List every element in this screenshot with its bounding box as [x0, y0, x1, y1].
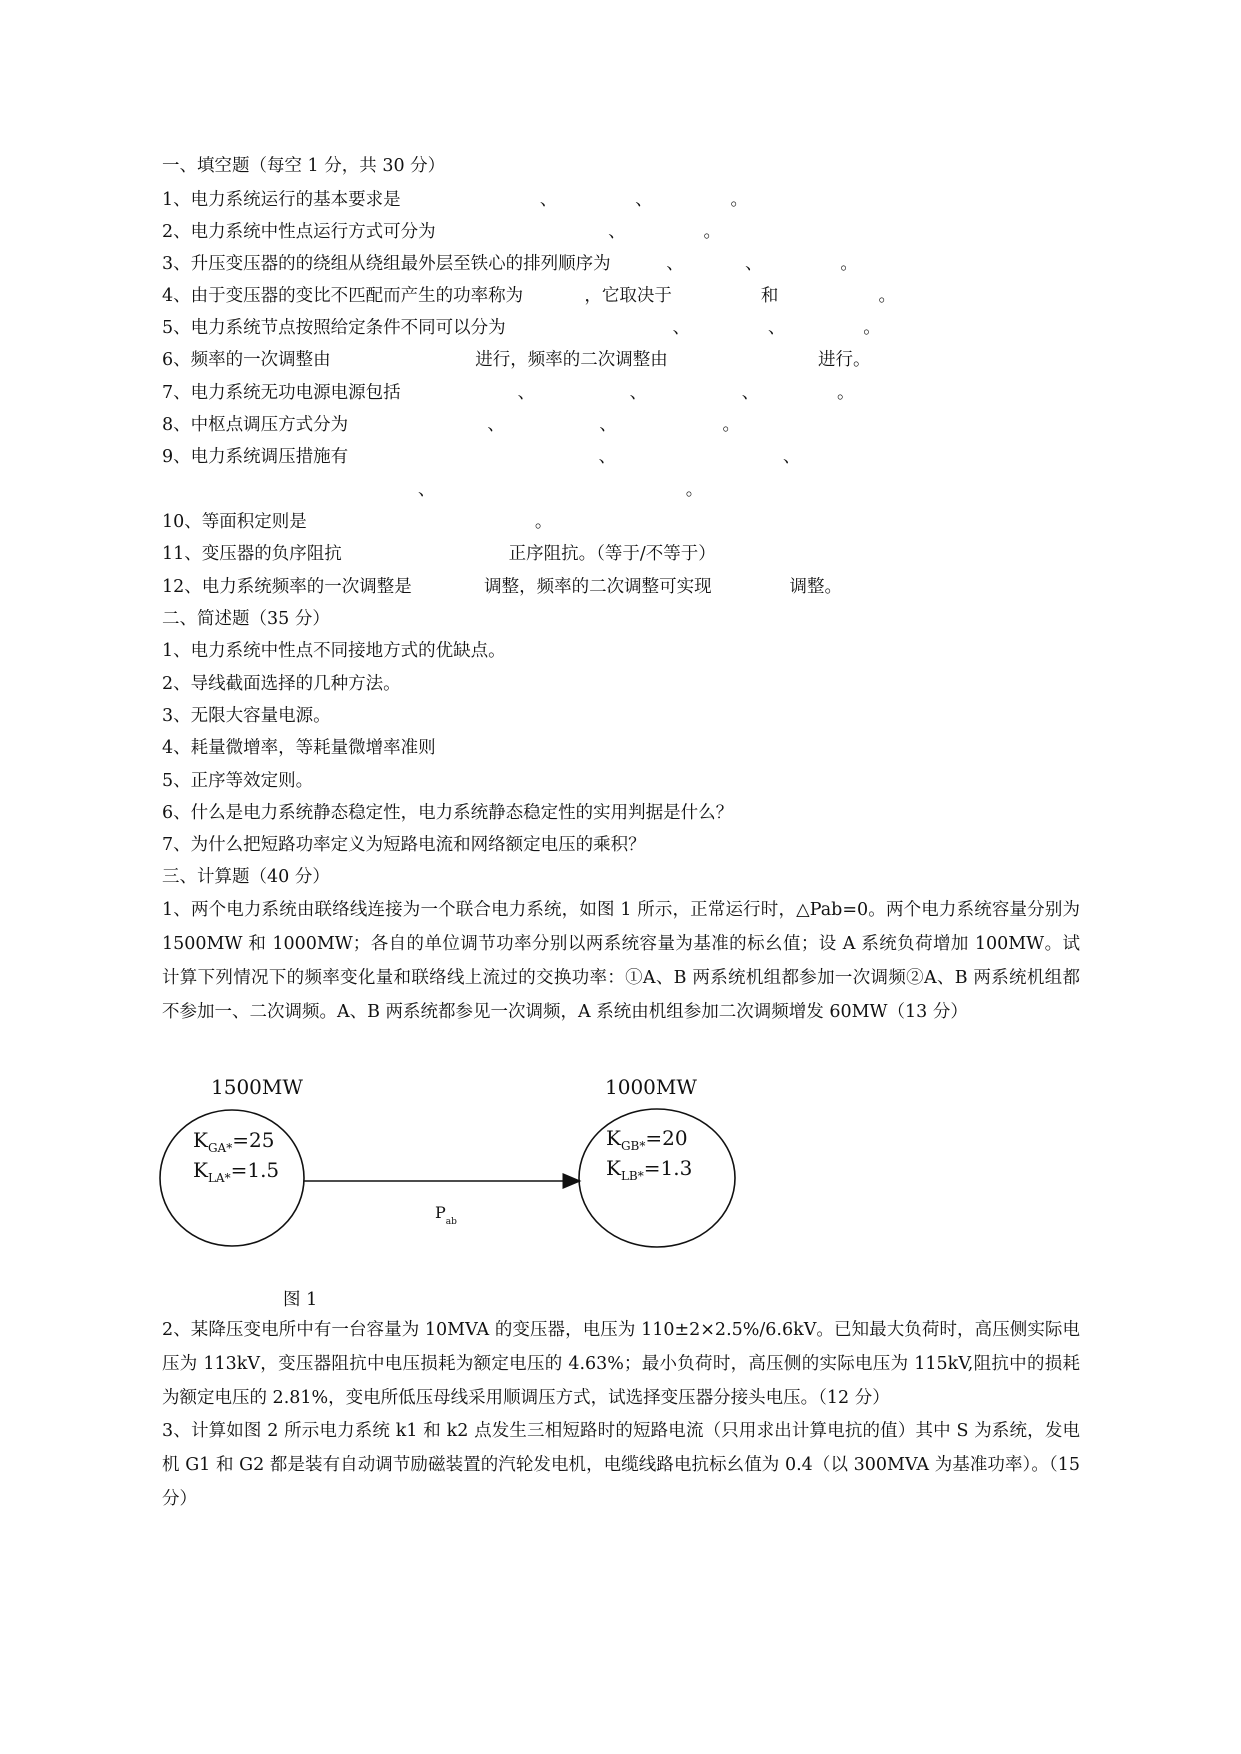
fill-question-12: 12、电力系统频率的一次调整是 调整，频率的二次调整可实现 调整。 [162, 577, 842, 597]
fill-question-9-cont: 、 。 [162, 480, 704, 500]
section-1-title: 一、填空题（每空 1 分，共 30 分） [162, 156, 446, 176]
fill-question-9: 9、电力系统调压措施有 、 、 [162, 447, 801, 467]
system-b-kl: $K_{LB*}=1.3$ [606, 1156, 693, 1183]
calc-question-1: 1、两个电力系统由联络线连接为一个联合电力系统，如图 1 所示，正常运行时，△Pab=0。两个电力系统容量分别为 1500MW 和 1000MW；各自的单位调节功率分别以两系统容量为基准的标幺值；设 A 系统负荷增加 100MW。试计算下列情况下的频率变化量和联络线上流过的交换功率：①A、B 两系统机组都参加一次调频②A、B 两系统机组都不参加一、二次调频。A、B 两系统都参见一次调频，A 系统由机组参加二次调频增发 60MW（13 分） [162, 900, 1080, 1022]
fill-question-11: 11、变压器的负序阻抗 正序阻抗。（等于/不等于） [162, 544, 716, 564]
system-b-capacity: 1000MW [605, 1075, 697, 1099]
short-question-6: 6、什么是电力系统静态稳定性，电力系统静态稳定性的实用判据是什么？ [162, 803, 734, 823]
fill-question-4: 4、由于变压器的变比不匹配而产生的功率称为 ，它取决于 和 。 [162, 286, 896, 306]
system-b-kg: $K_{GB*}=20$ [606, 1126, 688, 1153]
system-a-kl: $K_{LA*}=1.5$ [193, 1158, 280, 1185]
short-question-1: 1、电力系统中性点不同接地方式的优缺点。 [162, 641, 506, 661]
fill-question-2: 2、电力系统中性点运行方式可分为 、 。 [162, 222, 721, 242]
short-question-2: 2、导线截面选择的几种方法。 [162, 674, 401, 694]
fill-question-1: 1、电力系统运行的基本要求是 、 、 。 [162, 190, 748, 210]
fill-question-5: 5、电力系统节点按照给定条件不同可以分为 、 、 。 [162, 318, 881, 338]
calc-question-3: 3、计算如图 2 所示电力系统 k1 和 k2 点发生三相短路时的短路电流（只用求出计算电抗的值）其中 S 为系统，发电机 G1 和 G2 都是装有自动调节励磁装置的汽轮发电机，电缆线路电抗标幺值为 0.4（以 300MVA 为基准功率）。（15 分） [162, 1421, 1080, 1509]
fill-question-3: 3、升压变压器的的绕组从绕组最外层至铁心的排列顺序为 、 、 。 [162, 254, 858, 274]
short-question-7: 7、为什么把短路功率定义为短路电流和网络额定电压的乘积？ [162, 835, 646, 855]
system-a-capacity: 1500MW [211, 1075, 303, 1099]
fill-question-8: 8、中枢点调压方式分为 、 、 。 [162, 415, 740, 435]
figure-1-caption: 图 1 [283, 1290, 318, 1310]
short-question-4: 4、耗量微增率，等耗量微增率准则 [162, 738, 436, 758]
calc-question-2: 2、某降压变电所中有一台容量为 10MVA 的变压器，电压为 110±2×2.5%/6.6kV。已知最大负荷时，高压侧实际电压为 113kV，变压器阻抗中电压损耗为额定电压的 4.63%；最小负荷时，高压侧的实际电压为 115kV,阻抗中的损耗为额定电压的 2.81%，变电所低压母线采用顺调压方式，试选择变压器分接头电压。（12 分） [162, 1320, 1080, 1408]
fill-question-6: 6、频率的一次调整由 进行，频率的二次调整由 进行。 [162, 350, 871, 370]
fill-question-10: 10、等面积定则是 。 [162, 512, 553, 532]
fill-question-7: 7、电力系统无功电源电源包括 、 、 、 。 [162, 383, 855, 403]
section-2-title: 二、简述题（35 分） [162, 609, 330, 629]
short-question-3: 3、无限大容量电源。 [162, 706, 331, 726]
tie-line-power-label: $P_{ab}$ [435, 1203, 457, 1227]
system-a-kg: $K_{GA*}=25$ [193, 1128, 275, 1155]
section-3-title: 三、计算题（40 分） [162, 867, 330, 887]
short-question-5: 5、正序等效定则。 [162, 771, 314, 791]
